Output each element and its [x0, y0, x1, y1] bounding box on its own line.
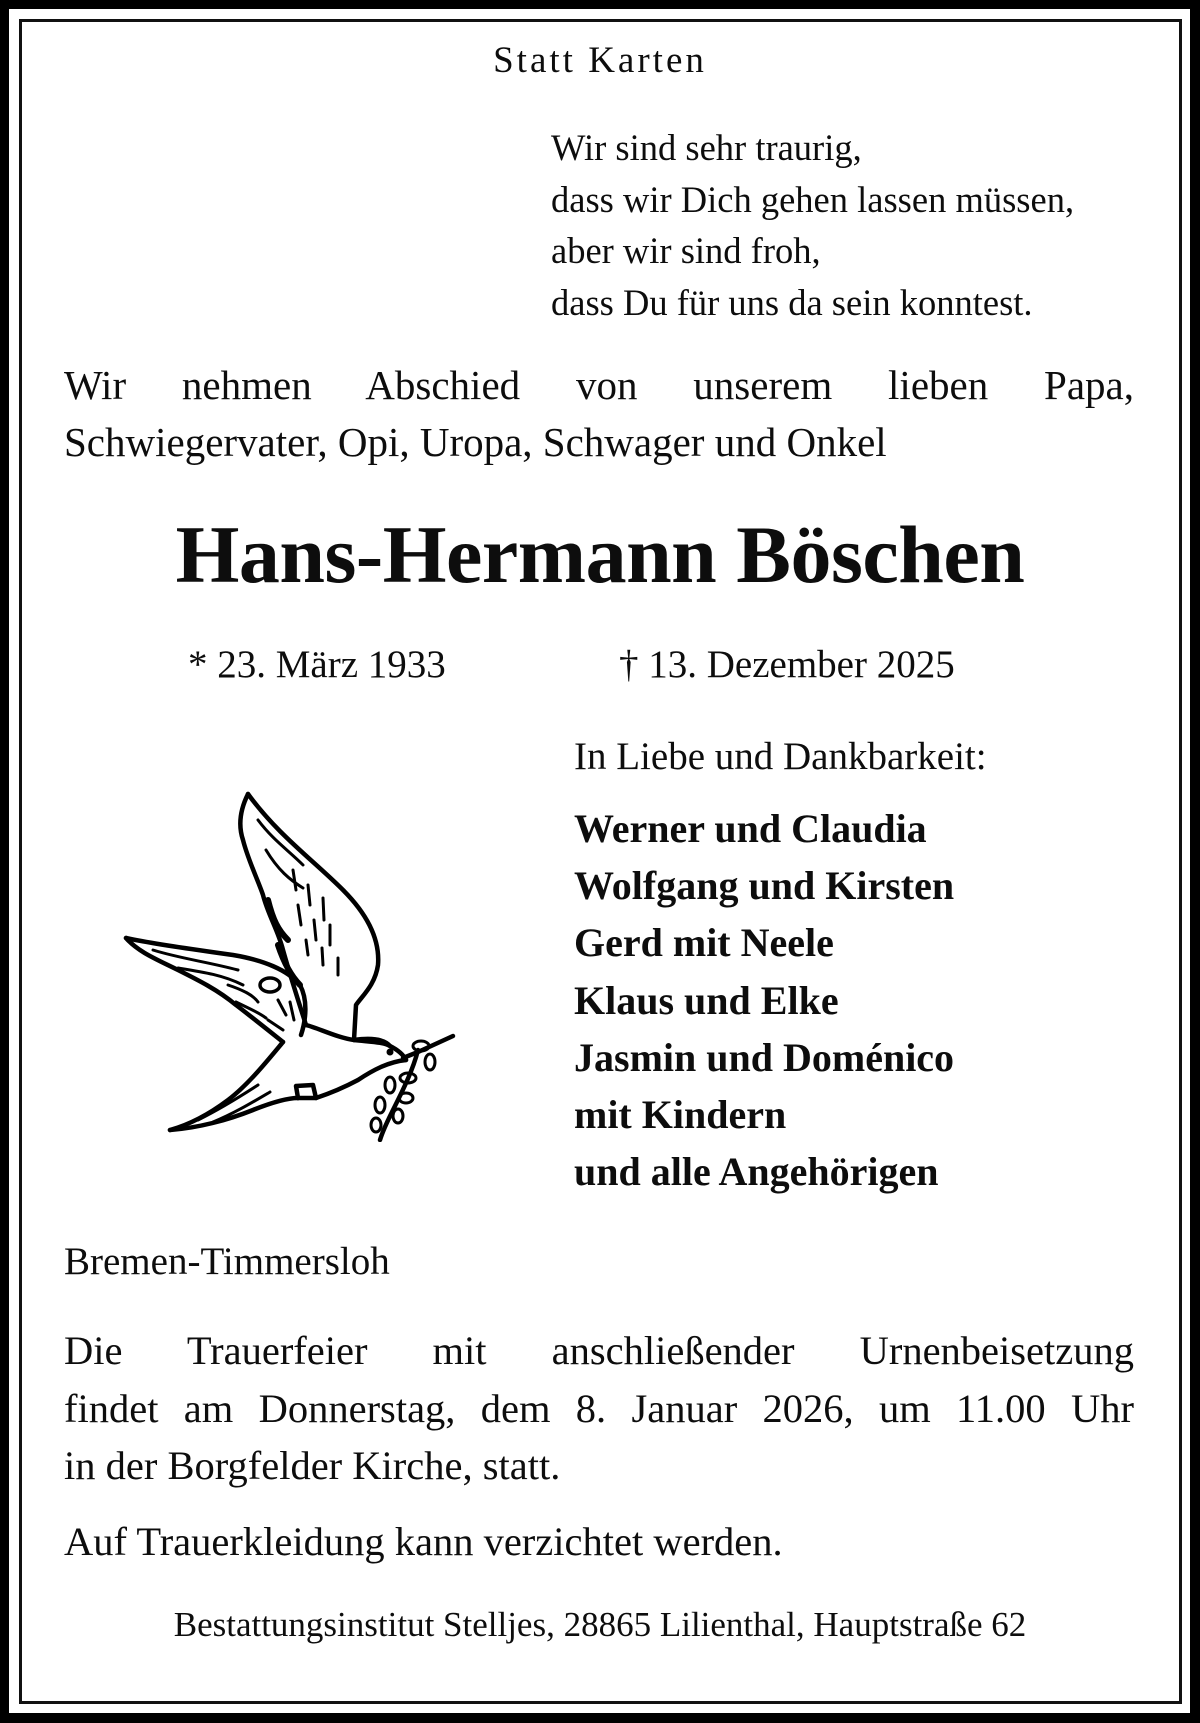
intro-line: Schwiegervater, Opi, Uropa, Schwager und Onkel [64, 419, 887, 465]
poem [551, 122, 1074, 328]
death-date: † 13. Dezember 2025 [619, 643, 955, 686]
deceased-name: Hans-Hermann Böschen [175, 509, 1025, 600]
ceremony-line: findet am Donnerstag, dem 8. Januar 2026, um 11.00 Uhr [64, 1385, 1134, 1431]
dress-note: Auf Trauerkleidung kann verzichtet werden. [64, 1519, 783, 1564]
family-list [574, 800, 954, 1200]
thanks-line: In Liebe und Dankbarkeit: [574, 735, 987, 778]
intro-text [64, 357, 1134, 471]
family-member: und alle Angehörigen [574, 1149, 939, 1195]
family-member: mit Kindern [574, 1092, 787, 1138]
family-member: Gerd mit Neele [574, 920, 834, 966]
poem-line: Wir sind sehr traurig, [551, 127, 862, 168]
intro-line: Wir nehmen Abschied von unserem lieben Papa, [64, 362, 1134, 408]
dove-with-olive-branch-icon [118, 780, 458, 1142]
ceremony-info [64, 1322, 1134, 1495]
poem-line: dass Du für uns da sein konntest. [551, 281, 1033, 323]
header-statt-karten: Statt Karten [493, 40, 707, 81]
ceremony-line: Die Trauerfeier mit anschließender Urnenbeisetzung [64, 1328, 1134, 1373]
family-member: Jasmin und Doménico [574, 1034, 955, 1080]
birth-date: * 23. März 1933 [188, 643, 446, 686]
family-member: Wolfgang und Kirsten [574, 863, 955, 909]
place: Bremen-Timmersloh [64, 1240, 390, 1283]
family-member: Werner und Claudia [574, 806, 927, 851]
poem-line: aber wir sind froh, [551, 230, 821, 271]
family-member: Klaus und Elke [574, 977, 839, 1023]
funeral-home: Bestattungsinstitut Stelljes, 28865 Lilienthal, Hauptstraße 62 [173, 1605, 1027, 1644]
ceremony-line: in der Borgfelder Kirche, statt. [64, 1443, 561, 1488]
poem-line: dass wir Dich gehen lassen müssen, [551, 178, 1075, 220]
